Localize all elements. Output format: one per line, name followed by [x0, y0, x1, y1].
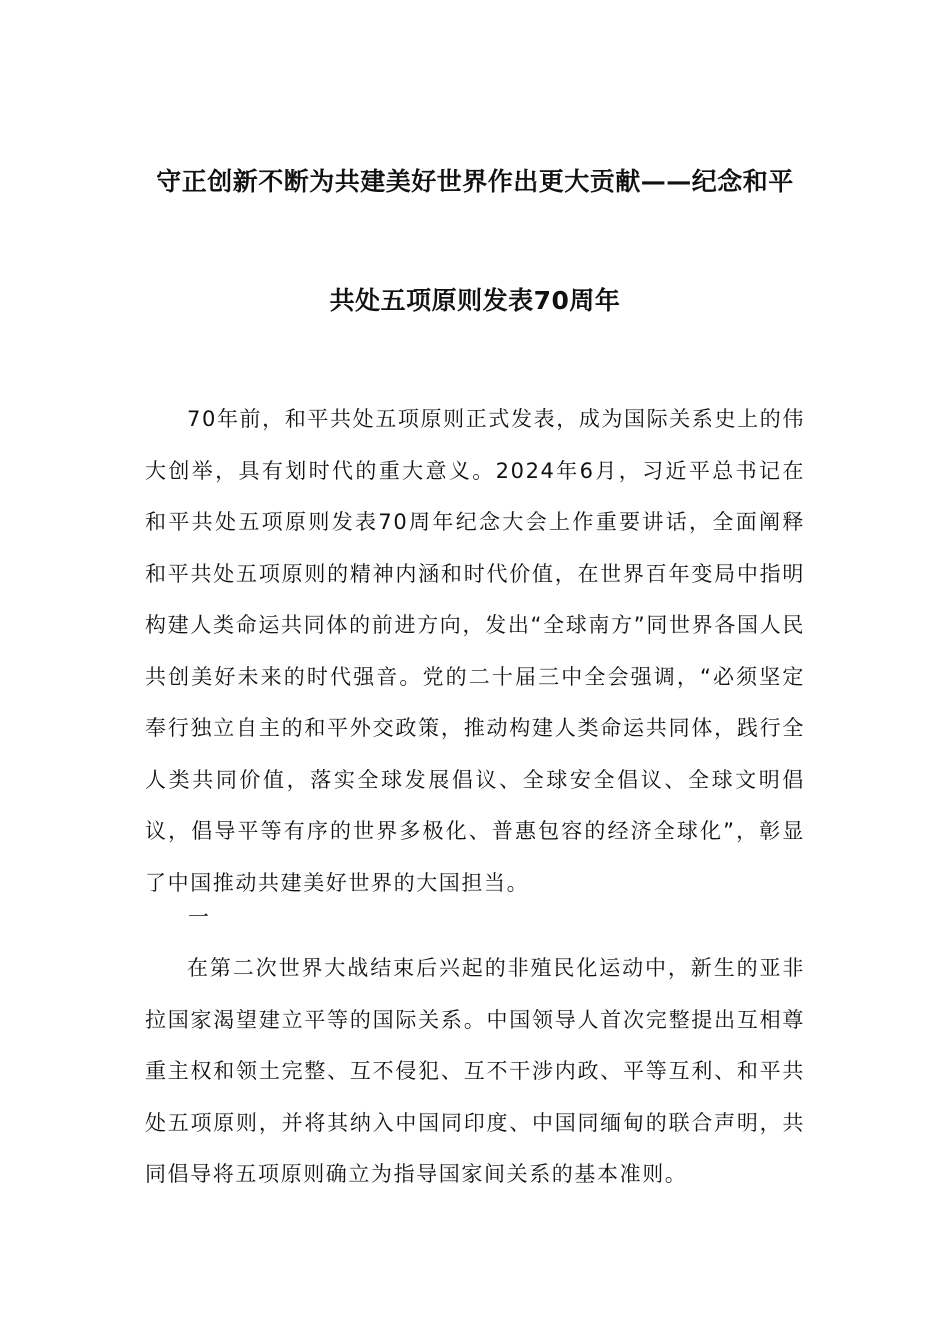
document-title-line-1: 守正创新不断为共建美好世界作出更大贡献——纪念和平 — [156, 167, 794, 196]
body-paragraph-1: 70年前，和平共处五项原则正式发表，成为国际关系史上的伟大创举，具有划时代的重大意义。2024年6月，习近平总书记在和平共处五项原则发表70周年纪念大会上作重要讲话，全面阐释和平共处五项原则的精神内涵和时代价值，在世界百年变局中指明构建人类命运共同体的前进方向，发出“全球南方”同世界各国人民共创美好未来的时代强音。党的二十届三中全会强调，“必须坚定奉行独立自主的和平外交政策，推动构建人类命运共同体，践行全人类共同价值，落实全球发展倡议、全球安全倡议、全球文明倡议，倡导平等有序的世界多极化、普惠包容的经济全球化”，彰显了中国推动共建美好世界的大国担当。 — [145, 407, 805, 895]
body-paragraph-2: 在第二次世界大战结束后兴起的非殖民化运动中，新生的亚非拉国家渴望建立平等的国际关系。中国领导人首次完整提出互相尊重主权和领土完整、互不侵犯、互不干涉内政、平等互利、和平共处五项原则，并将其纳入中国同印度、中国同缅甸的联合声明，共同倡导将五项原则确立为指导国家间关系的基本准则。 — [145, 956, 805, 1186]
document-title-line-2: 共处五项原则发表70周年 — [329, 286, 621, 315]
section-marker: 一 — [188, 905, 209, 929]
